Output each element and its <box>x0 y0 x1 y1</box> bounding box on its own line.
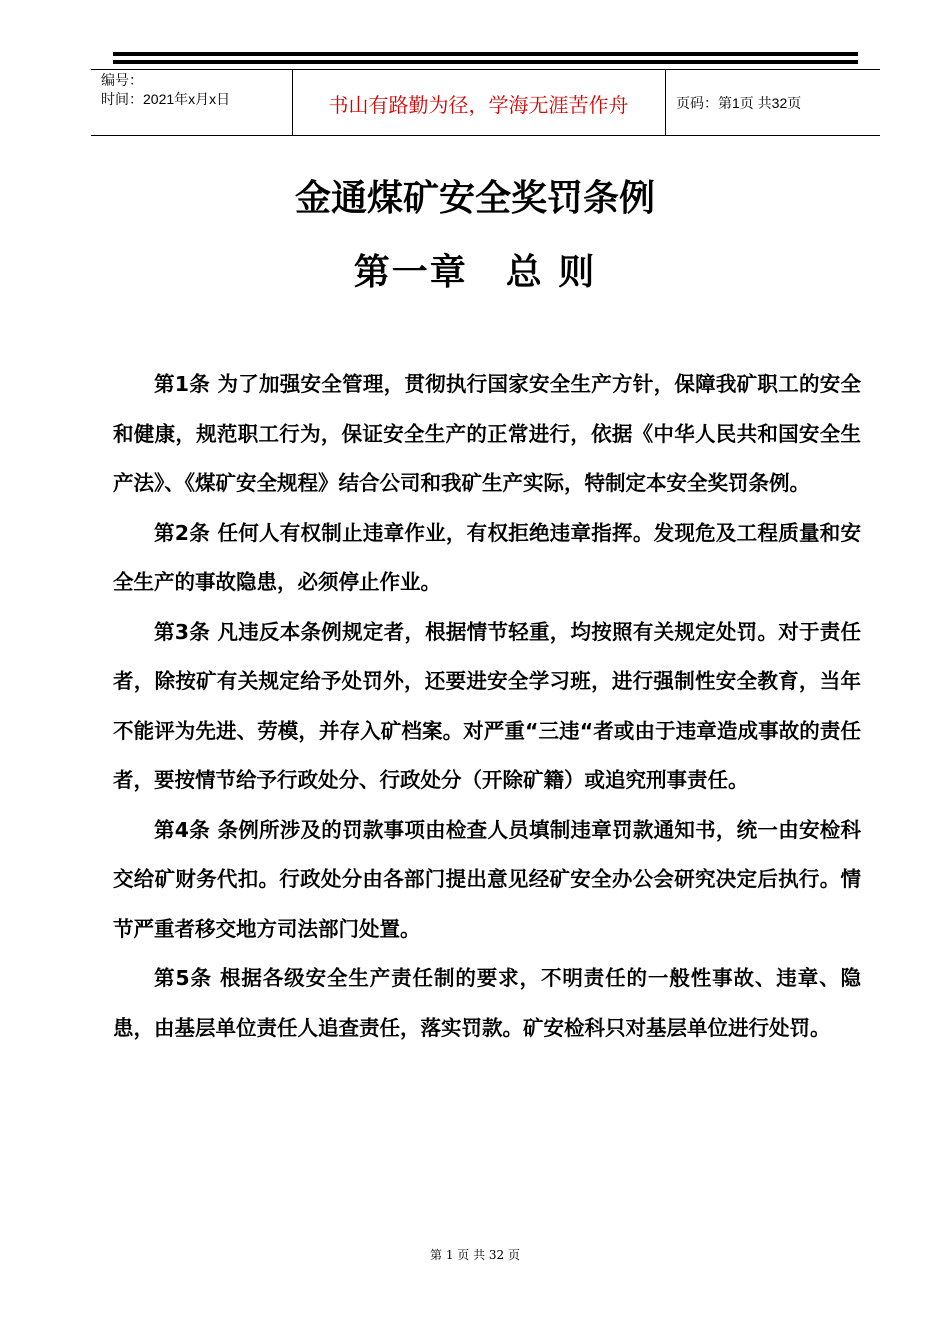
article-2: 第2条 任何人有权制止违章作业，有权拒绝违章指挥。发现危及工程质量和安全生产的事故隐患，必须停止作业。 <box>113 520 861 594</box>
time-label: 时间：2021年x月x日 <box>101 91 231 107</box>
header-rule-thin-top <box>91 69 880 70</box>
header-info <box>101 71 230 109</box>
header-rule-thick-2 <box>113 60 858 64</box>
article-4: 第4条 条例所涉及的罚款事项由检查人员填制违章罚款通知书，统一由安检科交给矿财务代扣。行政处分由各部门提出意见经矿安全办公会研究决定后执行。情节严重者移交地方司法部门处置。 <box>113 817 861 941</box>
document-title: 金通煤矿安全奖罚条例 <box>294 178 655 219</box>
header-rule-thin-bottom <box>91 135 880 136</box>
header-rule-thick-1 <box>113 52 858 56</box>
chapter-title: 第一章 总 则 <box>353 252 597 293</box>
article-1: 第1条 为了加强安全管理，贯彻执行国家安全生产方针，保障我矿职工的安全和健康，规范职工行为，保证安全生产的正常进行，依据《中华人民共和国安全生产法》、《煤矿安全规程》结合公司和我矿生产实际，特制定本安全奖罚条例。 <box>113 372 861 495</box>
article-5: 第5条 根据各级安全生产责任制的要求，不明责任的一般性事故、违章、隐患，由基层单位责任人追查责任，落实罚款。矿安检科只对基层单位进行处罚。 <box>113 966 861 1040</box>
header-page-number: 页码：第1页 共32页 <box>676 95 802 111</box>
header-divider-right <box>665 69 666 136</box>
serial-label: 编号： <box>101 72 143 88</box>
article-3: 第3条 凡违反本条例规定者，根据情节轻重，均按照有关规定处罚。对于责任者，除按矿有关规定给予处罚外，还要进安全学习班，进行强制性安全教育，当年不能评为先进、劳模，并存入矿档案。对严重“三违“者或由于违章造成事故的责任者，要按情节给予行政处分、行政处分（开除矿籍）或追究刑事责任。 <box>113 619 861 792</box>
header-motto: 书山有路勤为径，学海无涯苦作舟 <box>328 93 629 117</box>
document-body <box>113 360 861 1053</box>
footer-page-number: 第 1 页 共 32 页 <box>430 1248 520 1262</box>
